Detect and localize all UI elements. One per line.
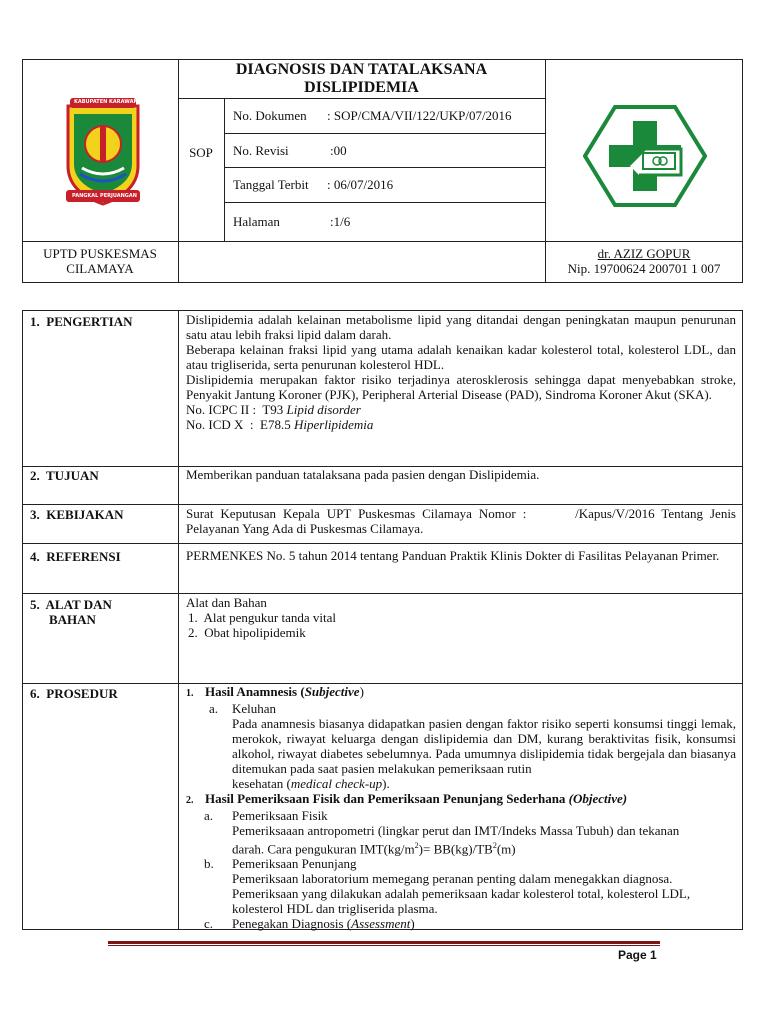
alat-heading: Alat dan Bahan: [186, 595, 267, 610]
step-2a-marker: a.: [204, 808, 214, 823]
header-divider: [22, 241, 743, 242]
step-2c-prefix: Penegakan Diagnosis (: [232, 916, 352, 932]
step-1-close: ): [359, 684, 364, 699]
footer-rule-thin: [108, 945, 660, 946]
step-1a-marker: a.: [209, 701, 219, 716]
alat-item-2: 2. Obat hipolipidemik: [188, 625, 306, 640]
step-1-title: Hasil Anamnesis (: [205, 684, 305, 699]
step-1a-last-prefix: kesehatan (: [232, 776, 291, 791]
step-2b-text1: Pemeriksaan laboratorium memegang peranan penting dalam menegakkan diagnosa.: [232, 871, 673, 887]
org-line-1: UPTD PUSKESMAS: [43, 246, 157, 261]
step-1a: [186, 701, 736, 716]
content-divider: [22, 504, 743, 505]
section-label-kebijakan: 3. KEBIJAKAN: [30, 507, 124, 522]
signer-block: [545, 246, 743, 276]
signer-nip: Nip. 19700624 200701 1 007: [567, 261, 721, 276]
section-label-alat: [30, 597, 112, 627]
field-tanggal-label: Tanggal Terbit: [233, 177, 309, 192]
content-divider: [178, 310, 179, 930]
org-name: [22, 246, 178, 276]
section-label-referensi: 4. REFERENSI: [30, 549, 121, 564]
field-no-revisi-label: No. Revisi: [233, 143, 289, 158]
step-2b-text2: Pemeriksaan yang dilakukan adalah pemeriksaan kadar kolesterol total, kolesterol LDL,: [232, 886, 691, 902]
field-halaman-value: :1/6: [330, 214, 351, 229]
section-content-prosedur: [186, 684, 736, 931]
pengertian-p3: Dislipidemia merupakan faktor risiko terjadinya aterosklerosis sehingga dapat menyebabkan stroke, Penyakit Jantung Koroner (PJK), Peripheral Arterial Disease (PAD), Sindroma Koroner Akut (SKA).: [186, 372, 736, 402]
title-line-2: DISLIPIDEMIA: [304, 79, 419, 96]
icpc-prefix: No. ICPC II : T93: [186, 402, 287, 417]
pengertian-icd: [186, 417, 736, 432]
step-2-italic: (Objective): [568, 791, 628, 806]
page-number: Page 1: [618, 948, 657, 962]
step-1a-last-italic: medical check-up: [290, 776, 383, 791]
header-divider: [178, 98, 545, 99]
step-2a-text2: [186, 838, 736, 856]
org-line-2: CILAMAYA: [66, 261, 134, 276]
section-label-prosedur: 6. PROSEDUR: [30, 686, 118, 701]
field-no-dokumen-value: : SOP/CMA/VII/122/UKP/07/2016: [327, 108, 512, 123]
step-2c: [186, 916, 736, 931]
step-2a: [186, 808, 736, 823]
prosedur-step-1: [186, 684, 736, 701]
karawang-logo: [60, 96, 146, 208]
prosedur-step-2: [186, 791, 736, 808]
field-halaman-label: Halaman: [233, 214, 280, 229]
step-2b-title: Pemeriksaan Penunjang: [232, 856, 357, 872]
pengertian-p1: Dislipidemia adalah kelainan metabolisme lipid yang ditandai dengan peningkatan maupun penurunan satu atau lebih fraksi lipid dalam darah.: [186, 312, 736, 342]
step-2a-text1: Pemeriksaaan antropometri (lingkar perut dan IMT/Indeks Massa Tubuh) dan tekanan: [232, 823, 680, 838]
step-2-number: 2.: [186, 795, 194, 806]
logo-text-bottom: PANGKAL PERJUANGAN: [72, 193, 137, 199]
header-divider: [224, 98, 225, 241]
step-2c-suffix: ): [410, 916, 415, 932]
field-no-dokumen-label: No. Dokumen: [233, 108, 307, 123]
alat-item-1: 1. Alat pengukur tanda vital: [188, 610, 337, 625]
step-1a-text: [186, 716, 736, 776]
document-title: [178, 61, 545, 97]
step-2b: [186, 856, 736, 871]
section-content-tujuan: Memberikan panduan tatalaksana pada pasien dengan Dislipidemia.: [186, 467, 540, 482]
section-content-referensi: PERMENKES No. 5 tahun 2014 tentang Panduan Praktik Klinis Dokter di Fasilitas Pelayanan Primer.: [186, 548, 720, 563]
kebijakan-line-1: Surat Keputusan Kepala UPT Puskesmas Cilamaya Nomor : /Kapus/V/2016 Tentang Jenis: [186, 506, 736, 521]
step-2a-title: Pemeriksaan Fisik: [232, 808, 328, 823]
step-2b-marker: b.: [204, 856, 214, 872]
sop-label: SOP: [189, 145, 213, 160]
content-divider: [22, 593, 743, 594]
icd-italic: Hiperlipidemia: [293, 417, 374, 432]
section-content-kebijakan: [186, 506, 736, 536]
field-no-revisi-value: :00: [330, 143, 347, 158]
puskesmas-cross-icon: [583, 105, 707, 207]
step-2c-italic: Assessment: [351, 916, 411, 932]
step-2-title: Hasil Pemeriksaan Fisik dan Pemeriksaan Penunjang Sederhana: [205, 791, 569, 806]
header-divider: [224, 133, 545, 134]
step-2a-text2-prefix: darah. Cara pengukuran IMT(kg/m: [232, 841, 415, 857]
step-2a-text2-mid: )= BB(kg)/TB: [418, 841, 493, 857]
icpc-italic: Lipid disorder: [286, 402, 361, 417]
step-2c-marker: c.: [204, 916, 214, 932]
alat-label-line-2: BAHAN: [49, 612, 96, 627]
karawang-emblem-icon: [60, 96, 146, 208]
pengertian-icpc: [186, 402, 736, 417]
alat-label-line-1: 5. ALAT DAN: [30, 597, 112, 612]
section-label-pengertian: 1. PENGERTIAN: [30, 314, 133, 329]
step-1a-last: [186, 776, 736, 791]
signer-name: dr. AZIZ GOPUR: [597, 246, 691, 261]
puskesmas-logo: [583, 105, 707, 207]
step-1-italic: Subjective: [304, 684, 360, 699]
kebijakan-line-2: Pelayanan Yang Ada di Puskesmas Cilamaya.: [186, 521, 424, 536]
step-1a-title: Keluhan: [232, 701, 277, 716]
section-label-tujuan: 2. TUJUAN: [30, 468, 99, 483]
step-2b-text3: kolesterol HDL dan trigliserida plasma.: [232, 901, 438, 917]
header-divider: [224, 202, 545, 203]
header-divider: [224, 167, 545, 168]
step-1-number: 1.: [186, 688, 194, 699]
step-1a-last-suffix: ).: [382, 776, 390, 791]
title-line-1: DIAGNOSIS DAN TATALAKSANA: [235, 61, 488, 78]
step-2a-sup1: 2: [414, 841, 419, 850]
pengertian-p2: Beberapa kelainan fraksi lipid yang utama adalah kenaikan kadar kolesterol total, kolesterol LDL, dan atau trigliserida, serta penurunan kolesterol HDL.: [186, 342, 736, 372]
step-1a-body: Pada anamnesis biasanya didapatkan pasien dengan faktor risiko seperti konsumsi tinggi lemak, merokok, riwayat keluarga dengan dislipidemia dan DM, kurang beraktivitas fisik, konsumsi alkohol, riwayat diabetes sebelumnya. Pada umumnya dislipidemia tidak bergejala dan biasanya ditemukan pada saat pasien melakukan pemeriksaan rutin: [232, 716, 736, 776]
footer-rule: [108, 941, 660, 944]
step-2a-text2-suffix: (m): [496, 841, 516, 857]
icd-prefix: No. ICD X : E78.5: [186, 417, 294, 432]
section-content-pengertian: [186, 312, 736, 432]
step-2a-sup2: 2: [492, 841, 497, 850]
logo-text-top: KABUPATEN KARAWANG: [74, 99, 142, 105]
content-divider: [22, 543, 743, 544]
section-content-alat: [186, 595, 736, 640]
field-tanggal-value: : 06/07/2016: [327, 177, 394, 192]
